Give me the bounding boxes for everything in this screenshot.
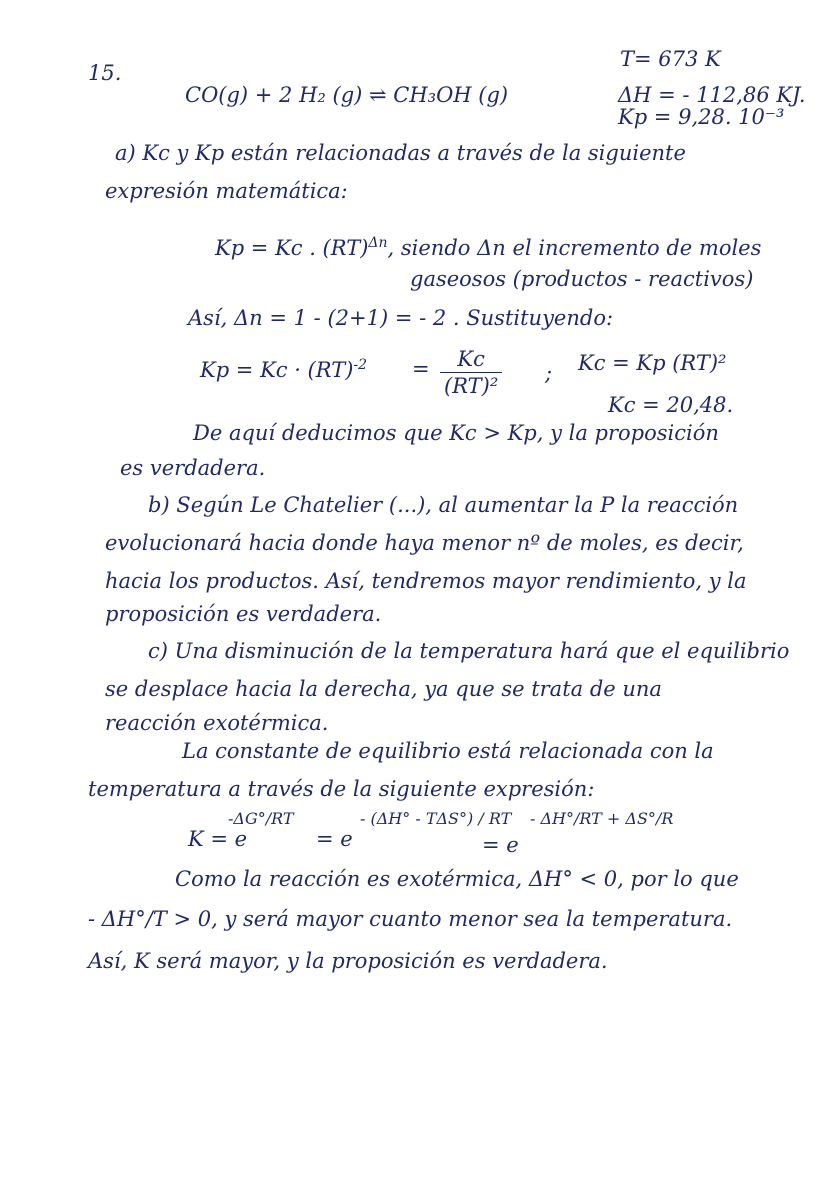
part-c-line-7: - ΔH°/T > 0, y será mayor cuanto menor sea la temperatura. (88, 907, 733, 931)
fraction-denominator: (RT)² (444, 374, 499, 398)
part-c-line-5: temperatura a través de la siguiente expresión: (88, 777, 595, 801)
delta-n-exponent: Δn (368, 235, 388, 251)
part-b-line-3: hacia los productos. Así, tendremos mayor rendimiento, y la (105, 569, 747, 593)
part-c-line-1: c) Una disminución de la temperatura hará que el equilibrio (148, 639, 790, 663)
formula-description-2: gaseosos (productos - reactivos) (410, 267, 754, 291)
part-b-line-1: b) Según Le Chatelier (...), al aumentar la P la reacción (148, 493, 739, 517)
part-a-conclusion-1: De aquí deducimos que Kc > Kp, y la proposición (193, 421, 719, 445)
temperature-value: T= 673 K (620, 47, 721, 71)
k-exponent-3: - ΔH°/RT + ΔS°/R (530, 809, 674, 828)
enthalpy-value: ΔH = - 112,86 KJ. (618, 83, 806, 107)
part-b-line-4: proposición es verdadera. (105, 602, 382, 626)
formula-description: , siendo Δn el incremento de moles (387, 236, 762, 260)
semicolon: ; (545, 361, 553, 385)
part-c-line-2: se desplace hacia la derecha, ya que se trata de una (105, 677, 662, 701)
kp-expression-exponent: -2 (353, 357, 368, 373)
equals-e-3: = e (482, 833, 519, 857)
delta-n-calculation: Así, Δn = 1 - (2+1) = - 2 . Sustituyendo: (188, 306, 614, 330)
part-c-line-3: reacción exotérmica. (105, 711, 329, 735)
problem-number: 15. (88, 61, 122, 85)
part-a-conclusion-2: es verdadera. (120, 456, 266, 480)
k-exponent-1: -ΔG°/RT (228, 809, 294, 828)
kp-expression (200, 352, 367, 383)
kc-over-rt2 (440, 346, 502, 399)
kp-kc-formula-text: Kp = Kc . (RT) (215, 236, 369, 260)
kp-equals: = (412, 357, 430, 381)
k-equals-e: K = e (188, 827, 248, 851)
k-exponent-2: - (ΔH° - TΔS°) / RT (360, 809, 512, 828)
part-c-line-4: La constante de equilibrio está relacionada con la (182, 739, 714, 763)
part-c-line-6: Como la reacción es exotérmica, ΔH° < 0, por lo que (175, 867, 739, 891)
kc-expression: Kc = Kp (RT)² (578, 351, 727, 375)
equals-e-2: = e (316, 827, 353, 851)
kc-value: Kc = 20,48. (608, 393, 734, 417)
kp-expression-text: Kp = Kc · (RT) (200, 358, 354, 382)
part-a-line-2: expresión matemática: (105, 179, 348, 203)
part-c-line-8: Así, K será mayor, y la proposición es verdadera. (88, 949, 608, 973)
kp-kc-formula (215, 230, 761, 261)
fraction-numerator: Kc (440, 346, 502, 373)
kp-value: Kp = 9,28. 10⁻³ (618, 105, 785, 129)
part-b-line-2: evolucionará hacia donde haya menor nº de moles, es decir, (105, 531, 744, 555)
reaction-equation: CO(g) + 2 H₂ (g) ⇌ CH₃OH (g) (185, 83, 509, 107)
part-a-line-1: a) Kc y Kp están relacionadas a través de la siguiente (115, 141, 686, 165)
